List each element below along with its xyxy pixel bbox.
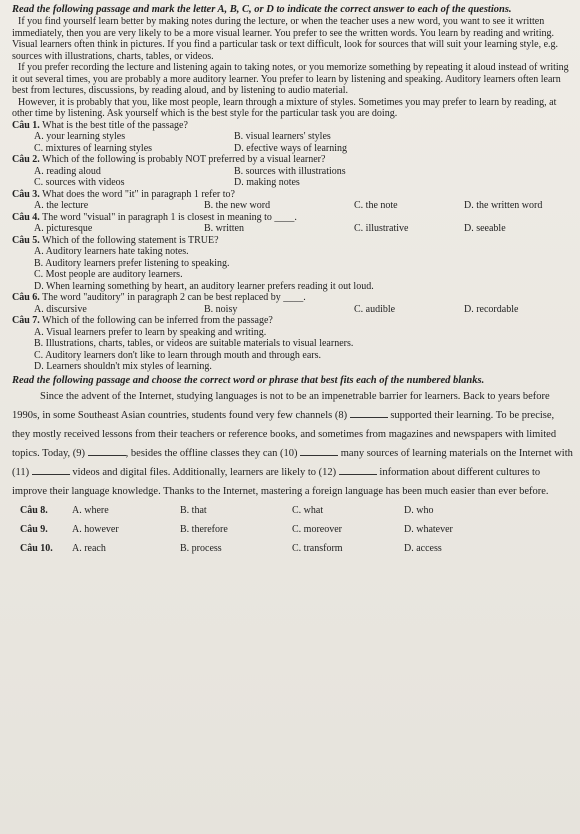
answer-option[interactable]: C. illustrative (354, 223, 409, 234)
answer-option[interactable]: B. Auditory learners prefer listening to speaking. (34, 257, 230, 269)
passage-1-paragraph: However, it is probably that you, like most people, learn through a mixture of styles. Sometimes you may prefer to learn by reading, at other time by listening. Ask yourself which is the best style for the particular task you are doing. (12, 96, 557, 119)
answer-option[interactable]: A. discursive (34, 303, 87, 315)
blank-12 (339, 465, 377, 475)
answer-option[interactable]: D. whatever (404, 523, 453, 535)
passage-2-part: , besides the offline classes they can (10) (125, 447, 298, 459)
answer-options (12, 246, 574, 292)
answer-options (12, 223, 574, 235)
question-number: Câu 7. (12, 315, 40, 326)
passage-2-part: Since the advent of the Internet, studying languages is not to be an impenetrable barrier for learners. Back to years before 1990s, in some Southeast Asian countries, students found very few channels (8) (12, 390, 550, 421)
question-stem (12, 315, 574, 327)
answer-option[interactable]: C. the note (354, 200, 398, 211)
question-text: What is the best title of the passage? (42, 119, 188, 131)
question-stem (12, 154, 574, 166)
answer-option[interactable]: A. picturesque (34, 223, 93, 234)
question-row (12, 520, 574, 539)
question-number: Câu 3. (12, 188, 40, 200)
question-row (12, 539, 574, 558)
blank-11 (32, 465, 70, 475)
answer-option[interactable]: B. the new word (204, 200, 271, 211)
answer-option[interactable]: A. where (72, 504, 109, 516)
blank-9 (88, 446, 126, 456)
question-text: What does the word "it" in paragraph 1 refer to? (42, 188, 235, 200)
question-stem (12, 235, 574, 247)
answer-option[interactable]: B. process (180, 542, 222, 554)
question-number: Câu 9. (20, 523, 48, 535)
question-number: Câu 6. (12, 292, 40, 303)
question-text: The word "visual" in paragraph 1 is closest in meaning to ____. (42, 211, 297, 223)
answer-option[interactable]: D. making notes (234, 177, 300, 188)
answer-option[interactable]: D. seeable (464, 223, 506, 234)
passage-2-part: many sources of learning materials on the Internet with (11) (12, 447, 573, 478)
answer-option[interactable]: A. the lecture (34, 200, 89, 211)
answer-option[interactable]: A. reading aloud (34, 165, 101, 177)
question-number: Câu 2. (12, 154, 40, 165)
questions-1 (12, 120, 574, 373)
question-number: Câu 5. (12, 234, 40, 246)
question-number: Câu 4. (12, 211, 40, 223)
answer-option[interactable]: A. Visual learners prefer to learn by speaking and writing. (34, 326, 267, 338)
passage-1 (12, 16, 574, 120)
answer-option[interactable]: D. Learners shouldn't mix styles of learning. (34, 361, 212, 372)
answer-option[interactable]: C. sources with videos (34, 177, 125, 188)
answer-option[interactable]: D. When learning something by heart, an auditory learner prefers reading it out loud. (34, 280, 374, 292)
passage-2-part: supported their learning. To be precise, they mostly received lessons from their teachers or reference books, and sometimes from magazines and newspapers with limited topics. Today, (9) (12, 409, 557, 459)
passage-2-part: information about different cultures to improve their language knowledge. Thanks to the Internet, mastering a foreign language has been much easier than ever before. (12, 466, 549, 497)
question-text: Which of the following can be inferred from the passage? (42, 315, 273, 326)
answer-option[interactable]: D. access (404, 542, 442, 554)
question-stem (12, 212, 574, 224)
question-number: Câu 1. (12, 119, 40, 131)
question-row (12, 501, 574, 520)
answer-options (12, 304, 574, 316)
question-stem (12, 292, 574, 304)
answer-options (12, 200, 574, 212)
answer-option[interactable]: A. however (72, 523, 119, 535)
answer-option[interactable]: B. Illustrations, charts, tables, or videos are suitable materials to visual learners. (34, 338, 354, 349)
answer-option[interactable]: C. transform (292, 542, 343, 554)
answer-option[interactable]: A. your learning styles (34, 131, 126, 142)
question-stem (12, 120, 574, 132)
answer-option[interactable]: C. audible (354, 303, 396, 315)
passage-2-part: videos and digital files. Additionally, learners are likely to (12) (72, 466, 337, 478)
answer-options (12, 166, 574, 189)
answer-option[interactable]: B. written (204, 223, 244, 234)
answer-option[interactable]: B. sources with illustrations (234, 165, 346, 177)
answer-option[interactable]: B. that (180, 504, 207, 516)
answer-option[interactable]: B. visual learners' styles (234, 131, 331, 142)
question-text: Which of the following is probably NOT preferred by a visual learner? (42, 154, 326, 165)
answer-option[interactable]: D. efective ways of learning (234, 142, 348, 154)
blank-8 (350, 408, 388, 418)
answer-option[interactable]: B. noisy (204, 303, 238, 315)
question-number: Câu 8. (20, 504, 48, 516)
section2-instruction: Read the following passage and choose the correct word or phrase that best fits each of the numbered blanks. (12, 374, 485, 386)
passage-1-paragraph: If you find yourself learn better by making notes during the lecture, or when the teacher uses a new word, you want to see it written immediately, then you are very likely to be a more visual learner. You prefer to see the written words. You learn by reading and writing. Visual learners often think in pictures. If you find a particular task or text difficult, look for sources that will suit your learning style, e.g. sources with illustrations, charts, tables, or videos. (12, 16, 559, 62)
section2 (12, 375, 574, 558)
passage-2 (12, 387, 574, 501)
answer-option[interactable]: C. mixtures of learning styles (34, 142, 153, 154)
answer-option[interactable]: A. reach (72, 542, 106, 554)
question-stem (12, 189, 574, 201)
answer-options (12, 327, 574, 373)
question-text: The word "auditory" in paragraph 2 can be best replaced by ____. (42, 292, 306, 303)
section1-instruction: Read the following passage and mark the letter A, B, C, or D to indicate the correct answer to each of the questions. (12, 4, 512, 15)
questions-2 (12, 501, 574, 558)
answer-option[interactable]: D. who (404, 504, 434, 516)
blank-10 (300, 446, 338, 456)
answer-option[interactable]: C. Most people are auditory learners. (34, 269, 183, 280)
passage-1-paragraph: If you prefer recording the lecture and listening again to taking notes, or you memorize something by repeating it aloud instead of writing it out several times, you are probably a more auditory learner. You prefer to learn by listening and speaking. Auditory learners often learn best from lectures, discussions, by reading aloud, and by listening to audio material. (12, 62, 569, 96)
question-number: Câu 10. (20, 542, 53, 554)
answer-option[interactable]: B. therefore (180, 523, 228, 535)
answer-option[interactable]: D. the written word (464, 200, 543, 211)
answer-option[interactable]: C. Auditory learners don't like to learn through mouth and through ears. (34, 349, 322, 361)
answer-options (12, 131, 574, 154)
question-text: Which of the following statement is TRUE? (42, 234, 219, 246)
answer-option[interactable]: D. recordable (464, 303, 519, 315)
answer-option[interactable]: C. moreover (292, 523, 342, 535)
answer-option[interactable]: C. what (292, 504, 324, 516)
answer-option[interactable]: A. Auditory learners hate taking notes. (34, 246, 189, 257)
